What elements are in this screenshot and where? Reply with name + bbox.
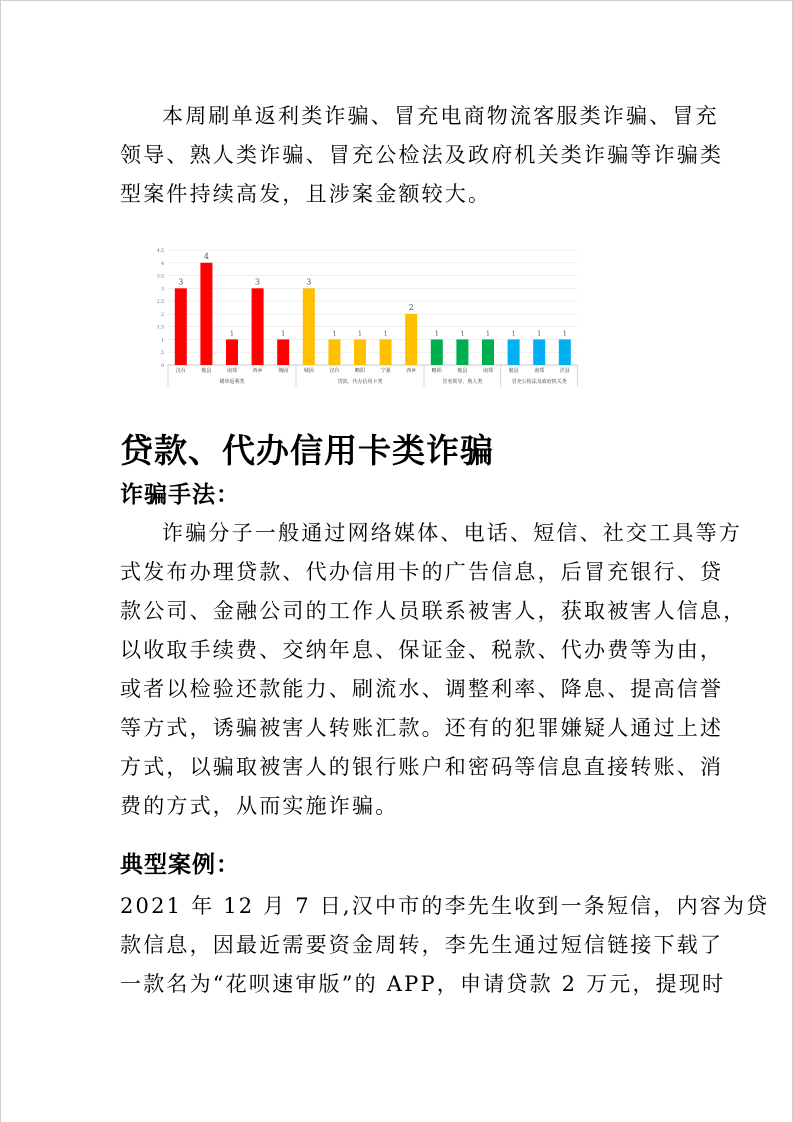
bar-data-label: 2 — [408, 302, 414, 312]
bar — [303, 288, 315, 365]
intro-line: 领导、熟人类诈骗、冒充公检法及政府机关类诈骗等诈骗类 — [120, 143, 724, 167]
x-tick-label: 城固 — [278, 368, 289, 374]
y-tick-label: 0 — [161, 364, 164, 369]
bar — [277, 339, 289, 365]
bar-data-label: 1 — [537, 329, 542, 338]
bar — [456, 339, 468, 365]
bar — [354, 339, 366, 365]
bar — [431, 339, 443, 365]
group-label: 贷款、代办信用卡类 — [337, 379, 383, 385]
method-line: 方式，以骗取被害人的银行账户和密码等信息直接转账、消 — [120, 755, 724, 779]
bar-data-label: 1 — [332, 329, 337, 338]
bar — [252, 288, 264, 365]
y-tick-label: 2 — [161, 312, 164, 318]
x-tick-label: 城固 — [303, 368, 314, 374]
bar-data-label: 4 — [203, 251, 209, 261]
bar-data-label: 1 — [511, 329, 516, 338]
bar-data-label: 1 — [383, 329, 388, 338]
x-tick-label: 勉县 — [457, 368, 468, 374]
bar-data-label: 1 — [434, 329, 439, 338]
x-tick-label: 略阳 — [431, 368, 442, 374]
bar — [175, 288, 187, 365]
x-tick-label: 洋县 — [559, 368, 570, 374]
x-tick-label: 南郑 — [482, 368, 494, 374]
method-line: 或者以检验还款能力、刷流水、调整利率、降息、提高信誉 — [120, 677, 724, 701]
bar-data-label: 1 — [281, 329, 286, 338]
y-tick-label: 3.5 — [156, 274, 164, 280]
chart-svg — [118, 222, 618, 420]
x-tick-label: 勉县 — [201, 368, 212, 374]
bar-data-label: 3 — [255, 277, 261, 287]
bar-data-label: 1 — [229, 329, 235, 338]
x-tick-label: 略阳 — [354, 368, 366, 374]
bar — [533, 339, 545, 365]
y-tick-label: 2.5 — [156, 300, 164, 306]
y-tick-label: .5 — [159, 351, 164, 357]
x-tick-label: 勉县 — [508, 368, 519, 374]
bar — [405, 314, 417, 365]
bar — [328, 339, 340, 365]
bar-data-label: 1 — [485, 329, 491, 338]
case-paragraph — [120, 887, 770, 1004]
x-tick-label: 宁强 — [380, 368, 391, 374]
x-tick-label: 南郑 — [534, 368, 545, 374]
y-tick-label: 4 — [161, 261, 164, 267]
group-label: 刷单返利类 — [219, 379, 245, 385]
section-title: 贷款、代办信用卡类诈骗 — [120, 431, 494, 470]
method-paragraph — [120, 514, 747, 826]
bar — [559, 339, 571, 365]
bar — [482, 339, 494, 365]
method-line: 以收取手续费、交纳年息、保证金、税款、代办费等为由， — [120, 638, 724, 662]
intro-paragraph — [120, 97, 724, 214]
method-line: 等方式，诱骗被害人转账汇款。还有的犯罪嫌疑人通过上述 — [120, 716, 724, 740]
method-line: 款公司、金融公司的工作人员联系被害人，获取被害人信息， — [120, 599, 747, 623]
bar-data-label: 3 — [306, 277, 312, 287]
bar-data-label: 1 — [460, 329, 465, 338]
bar — [508, 339, 520, 365]
group-label: 冒充公检法及政府机关类 — [511, 379, 567, 385]
y-tick-label: 4.5 — [156, 249, 164, 254]
y-tick-label: 3 — [161, 287, 164, 293]
method-line: 诈骗分子一般通过网络媒体、电话、短信、社交工具等方 — [162, 521, 742, 545]
bar — [200, 263, 212, 365]
case-line: 2021 年 12 月 7 日,汉中市的李先生收到一条短信，内容为贷 — [120, 894, 770, 918]
page-border — [0, 0, 793, 1]
x-tick-label: 西乡 — [406, 368, 417, 374]
group-label: 冒充领导、熟人类 — [442, 379, 483, 385]
x-tick-label: 汉台 — [175, 368, 186, 374]
bar-data-label: 1 — [562, 329, 567, 338]
y-tick-label: 1.5 — [156, 325, 164, 331]
method-heading: 诈骗手法： — [120, 482, 240, 508]
bar-data-label: 3 — [178, 277, 184, 287]
x-tick-label: 南郑 — [226, 368, 238, 374]
method-line: 费的方式，从而实施诈骗。 — [120, 794, 399, 818]
method-line: 式发布办理贷款、代办信用卡的广告信息，后冒充银行、贷 — [120, 560, 724, 584]
fraud-cases-bar-chart — [118, 222, 618, 420]
intro-line: 本周刷单返利类诈骗、冒充电商物流客服类诈骗、冒充 — [162, 104, 719, 128]
bar — [380, 339, 392, 365]
case-line: 款信息，因最近需要资金周转，李先生通过短信链接下载了 — [120, 933, 724, 957]
page-border — [0, 0, 1, 1122]
case-heading: 典型案例： — [120, 852, 240, 878]
bar — [226, 339, 238, 365]
x-tick-label: 西乡 — [252, 368, 263, 374]
case-line: 一款名为“花呗速审版”的 APP，申请贷款 2 万元，提现时 — [120, 972, 726, 996]
intro-line: 型案件持续高发，且涉案金额较大。 — [120, 182, 492, 206]
y-tick-label: 1 — [161, 338, 164, 344]
bar-data-label: 1 — [357, 329, 363, 338]
x-tick-label: 汉台 — [329, 368, 340, 374]
